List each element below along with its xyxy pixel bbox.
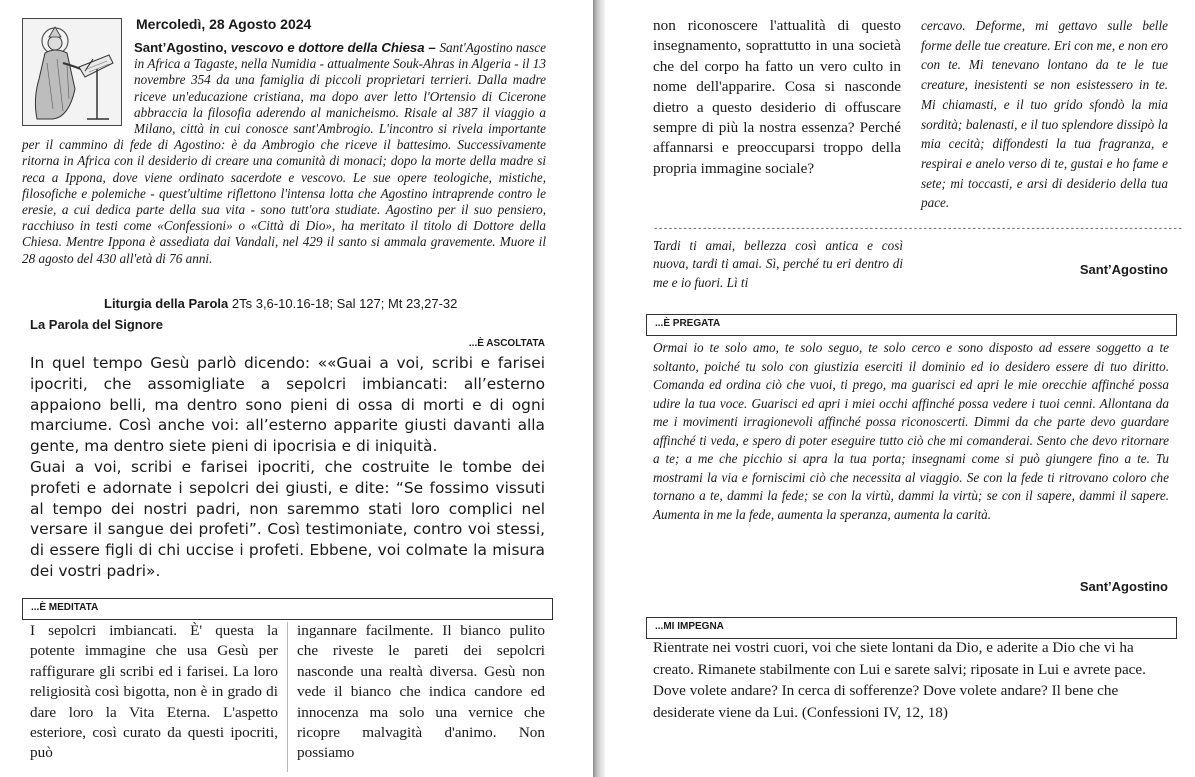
saint-name: Sant’Agostino, xyxy=(134,40,231,55)
meditation-continued: non riconoscere l'attualità di questo insegnamento, soprattutto in una società che del corpo ha fatto un vero culto in nome dell'apparire. Cosa si nasconde dietro a questo desiderio di offuscare sempre di più la nostra essenza? Perché affannarsi e preoccuparsi troppo della propria immagine sociale? xyxy=(653,17,901,177)
page-gutter xyxy=(593,0,605,777)
section-header-meditata: ...È MEDITATA xyxy=(22,598,553,620)
augustine-quote-start: Tardi ti amai, bellezza così antica e così nuova, tardi ti amai. Sì, perché tu eri dentro di me e io fuori. Lì ti xyxy=(653,238,903,290)
saint-title: vescovo e dottore della Chiesa xyxy=(230,40,425,55)
biography-text: Sant'Agostino nasce in Africa a Tagaste, nella Numidia - attualmente Souk-Ahras in Algeria - il 13 novembre 354 da una famiglia di piccoli proprietari terrieri. Dalla madre riceve un'educazione cristiana, ma dopo aver letto l'Ortensio di Cicerone abbraccia la filosofia aderendo al manicheismo. Risale al 387 il viaggio a Milano, città in cui conosce sant'Ambrogio. L'incontro si rivela importante per il cammino di fede di Agostino: è da Ambrogio che riceve il battesimo. Successivamente ritorna in Africa con il desiderio di creare una comunità di monaci; dopo la morte della madre si reca a Ippona, dove viene ordinato sacerdote e vescovo. Le sue opere teologiche, mistiche, filosofiche e polemiche - quest'ultime riflettono l'intensa lotta che Agostino intraprende contro le eresie, a cui dedica parte della sua vita - sono tutt'ora studiate. Agostino per il suo pensiero, racchiuso in testi come «Confessioni» o «Città di Dio», ha meritato il titolo di Dottore della Chiesa. Mentre Ippona è assediata dai Vandali, nel 429 il santo si ammala gravemente. Muore il 28 agosto del 430 all'età di 76 anni. xyxy=(22,40,546,266)
right-page xyxy=(605,0,1195,777)
gospel-paragraph: Guai a voi, scribi e farisei ipocriti, che costruite le tombe dei profeti e adornate i sepolcri dei giusti, e dite: “Se fossimo vissuti al tempo dei nostri padri, non saremmo stati loro complici nel versare il sangue dei profeti”. Così testimoniate, contro voi stessi, di essere figli di chi uccise i profeti. Ebbene, voi colmate la misura dei vostri padri». xyxy=(30,457,545,580)
liturgy-refs: 2Ts 3,6-10.16-18; Sal 127; Mt 23,27-32 xyxy=(228,296,458,311)
commitment-text: Rientrate nei vostri cuori, voi che siete lontani da Dio, e aderite a Dio che vi ha creato. Rimanete stabilmente con Lui e sarete salvi; riposate in Lui e avrete pace. Dove volete andare? In cerca di sofferenze? Dove volete andare? Il bene che desiderate viene da Lui. (Confessioni IV, 12, 18) xyxy=(653,639,1146,721)
meditation-column-1: I sepolcri imbiancati. È' questa la potente immagine che usa Gesù per raffigurare gli scribi ed i farisei. La loro religiosità così bigotta, non è in grado di dare loro la Vita Eterna. L'aspetto esteriore, così curato da questi ipocriti, può xyxy=(30,622,278,762)
saint-biography: Sant’Agostino, vescovo e dottore della Chiesa – Sant'Agostino nasce in Africa a Tagaste, nella Numidia - attualmente Souk-Ahras in Algeria - il 13 novembre 354 da una famiglia di piccoli proprietari terrieri. Dalla madre riceve un'educazione cristiana, ma dopo aver letto l'Ortensio di Cicerone abbraccia la filosofia aderendo al manicheismo. Risale al 387 il viaggio a Milano, città in cui conosce sant'Ambrogio. L'incontro si rivela importante per il cammino di fede di Agostino: è da Ambrogio che riceve il battesimo. Successivamente ritorna in Africa con il desiderio di creare una comunità di monaci; dopo la morte della madre si reca a Ippona, dove viene ordinato sacerdote e vescovo. Le sue opere teologiche, mistiche, filosofiche e polemiche - quest'ultime riflettono l'intensa lotta che Agostino intraprende contro le eresie, a cui dedica parte della sua vita - sono tutt'ora studiate. Agostino per il suo pensiero, racchiuso in testi come «Confessioni» o «Città di Dio», ha meritato il titolo di Dottore della Chiesa. Mentre Ippona è assediata dai Vandali, nel 429 il santo si ammala gravemente. Muore il 28 agosto del 430 all'età di 76 anni. xyxy=(22,40,546,266)
meditation-column-2: ingannare facilmente. Il bianco pulito che riveste le pareti dei sepolcri nasconde una realtà diversa. Gesù non vede il bianco che indica candore ed innocenza ma solo una vernice che ricopre malvagità d'animo. Non possiamo xyxy=(297,622,545,762)
dashed-separator: ------------------------------------------------------------------------------------------------------------ xyxy=(653,224,1183,234)
section-header-pregata: ...È PREGATA xyxy=(646,314,1177,336)
liturgy-label: Liturgia della Parola xyxy=(104,296,229,311)
section-tag-ascoltata: ...È ASCOLTATA xyxy=(468,338,545,349)
gospel-paragraph: In quel tempo Gesù parlò dicendo: ««Guai a voi, scribi e farisei ipocriti, che assomigliate a sepolcri imbiancati: all’esterno appaiono belli, ma dentro sono pieni di ossa di morti e di ogni marciume. Così anche voi: all’esterno apparite giusti davanti alla gente, ma dentro siete pieni di ipocrisia e di iniquità. xyxy=(30,354,545,456)
gospel-text xyxy=(30,353,545,582)
liturgy-line xyxy=(104,296,457,311)
augustine-quote-continued: cercavo. Deforme, mi gettavo sulle belle forme delle tue creature. Eri con me, e non ero con te. Mi tenevano lontano da te le tue creature, inesistenti se non esistessero in te. Mi chiamasti, e il tuo grido sfondò la mia sordità; balenasti, e il tuo splendore dissipò la mia cecità; diffondesti la tua fragranza, e respirai e anelo verso di te, gustai e ho fame e sete; mi toccasti, e arsi di desiderio della tua pace. xyxy=(921,18,1168,211)
prayer-signature: Sant’Agostino xyxy=(1079,579,1168,594)
parola-heading: La Parola del Signore xyxy=(30,317,163,332)
section-header-impegna: ...MI IMPEGNA xyxy=(646,617,1177,639)
prayer-text: Ormai io te solo amo, te solo seguo, te solo cerco e sono disposto ad essere soggetto a te soltanto, poiché tu solo con giustizia eserciti il dominio ed io desidero essere di tuo diritto. Comanda ed ordina ciò che vuoi, ti prego, ma guarisci ed apri le mie orecchie affinché possa udire la tua voce. Guarisci ed apri i miei occhi affinché possa vedere i tuoi cenni. Allontana da me i movimenti irragionevoli affinché possa riconoscerti. Dimmi da che parte devo guardare affinché ti veda, e spero di poter eseguire tutto ciò che mi comanderai. Sento che devo ritornare a te; a me che picchio si apra la tua porta; insegnami come si può giungere fino a te. Tu mostrami la via e forniscimi ciò che necessita al viaggio. Se con la fede ti ritrovano coloro che tornano a te, dammi la fede; se con la virtù, dammi la virtù; se con il sapere, dammi il sapere. Aumenta in me la fede, aumenta la speranza, aumenta la carità. xyxy=(653,340,1169,522)
quote-signature: Sant’Agostino xyxy=(1079,262,1168,277)
column-divider xyxy=(287,622,288,772)
left-page xyxy=(0,0,593,777)
date-heading: Mercoledì, 28 Agosto 2024 xyxy=(136,16,312,32)
